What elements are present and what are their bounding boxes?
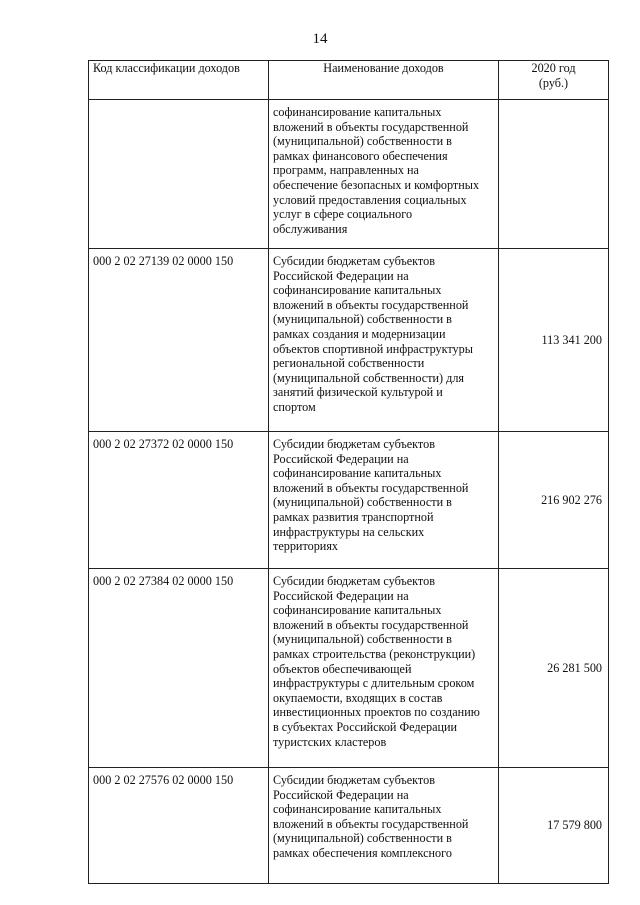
income-name-line: рамках обеспечения комплексного: [273, 845, 452, 860]
header-amount-year: 2020 год: [531, 61, 576, 75]
income-name-line: Российской Федерации на: [273, 268, 409, 283]
income-name-line: инфраструктуры на сельских: [273, 524, 425, 539]
income-name-line: условий предоставления социальных: [273, 192, 467, 207]
income-amount-cell: 17 579 800: [499, 768, 609, 884]
income-amount-cell: 216 902 276: [499, 432, 609, 569]
income-name-line: территориях: [273, 539, 339, 554]
income-name-line: софинансирование капитальных: [273, 466, 442, 481]
table-row: [89, 100, 609, 249]
income-name-cell: [269, 249, 499, 432]
income-name-line: Российской Федерации на: [273, 787, 409, 802]
table-row: [89, 569, 609, 768]
income-name-line: спортом: [273, 399, 316, 414]
income-name-line: (муниципальной собственности) для: [273, 370, 465, 385]
income-name-line: региональной собственности: [273, 356, 425, 371]
income-name-line: рамках создания и модернизации: [273, 326, 446, 341]
income-name-line: вложений в объекты государственной: [273, 816, 469, 831]
income-name-line: обслуживания: [273, 221, 348, 236]
income-name-line: вложений в объекты государственной: [273, 617, 469, 632]
income-name-line: вложений в объекты государственной: [273, 119, 469, 134]
income-amount-cell: 113 341 200: [499, 249, 609, 432]
income-name-line: софинансирование капитальных: [273, 603, 442, 618]
income-name-line: вложений в объекты государственной: [273, 480, 469, 495]
income-name-line: инфраструктуры с длительным сроком: [273, 676, 475, 691]
income-name-line: софинансирование капитальных: [273, 283, 442, 298]
income-name-line: Субсидии бюджетам субъектов: [273, 574, 435, 588]
income-name-line: софинансирование капитальных: [273, 802, 442, 817]
income-name-line: (муниципальной) собственности в: [273, 831, 452, 846]
header-amount: [499, 61, 609, 100]
income-name-line: рамках строительства (реконструкции): [273, 646, 476, 661]
header-code: Код классификации доходов: [89, 61, 269, 100]
income-name-line: Субсидии бюджетам субъектов: [273, 254, 435, 268]
table-row: [89, 249, 609, 432]
income-name-line: Субсидии бюджетам субъектов: [273, 437, 435, 451]
income-name-line: туристских кластеров: [273, 734, 387, 749]
income-name-line: (муниципальной) собственности в: [273, 495, 452, 510]
income-name-line: рамках финансового обеспечения: [273, 148, 448, 163]
income-name-cell: [269, 432, 499, 569]
income-name-line: услуг в сфере социального: [273, 207, 413, 222]
income-name-line: объектов спортивной инфраструктуры: [273, 341, 473, 356]
income-amount-cell: 26 281 500: [499, 569, 609, 768]
income-name-line: Российской Федерации на: [273, 588, 409, 603]
income-name-line: занятий физической культурой и: [273, 385, 443, 400]
income-amount-cell: [499, 100, 609, 249]
income-table: [88, 60, 609, 884]
income-name-cell: [269, 569, 499, 768]
income-name-line: Субсидии бюджетам субъектов: [273, 773, 435, 787]
table-header-row: [89, 61, 609, 100]
income-code-cell: 000 2 02 27576 02 0000 150: [89, 768, 269, 884]
income-name-line: вложений в объекты государственной: [273, 297, 469, 312]
income-name-line: окупаемости, входящих в состав: [273, 690, 443, 705]
header-name: Наименование доходов: [269, 61, 499, 100]
header-amount-unit: (руб.): [538, 75, 569, 90]
income-name-line: Российской Федерации на: [273, 451, 409, 466]
income-name-line: (муниципальной) собственности в: [273, 134, 452, 149]
income-name-cell: [269, 768, 499, 884]
income-name-line: инвестиционных проектов по созданию: [273, 705, 480, 720]
income-name-cell: [269, 100, 499, 249]
table-row: [89, 768, 609, 884]
income-name-line: программ, направленных на: [273, 163, 419, 178]
income-code-cell: 000 2 02 27384 02 0000 150: [89, 569, 269, 768]
page-number: 14: [312, 31, 328, 47]
income-code-cell: [89, 100, 269, 249]
income-code-cell: 000 2 02 27139 02 0000 150: [89, 249, 269, 432]
income-code-cell: 000 2 02 27372 02 0000 150: [89, 432, 269, 569]
income-name-line: софинансирование капитальных: [273, 105, 442, 119]
income-name-line: (муниципальной) собственности в: [273, 312, 452, 327]
income-name-line: (муниципальной) собственности в: [273, 632, 452, 647]
income-name-line: обеспечение безопасных и комфортных: [273, 177, 480, 192]
income-name-line: рамках развития транспортной: [273, 509, 434, 524]
income-name-line: в субъектах Российской Федерации: [273, 719, 458, 734]
income-name-line: объектов обеспечивающей: [273, 661, 412, 676]
table-row: [89, 432, 609, 569]
